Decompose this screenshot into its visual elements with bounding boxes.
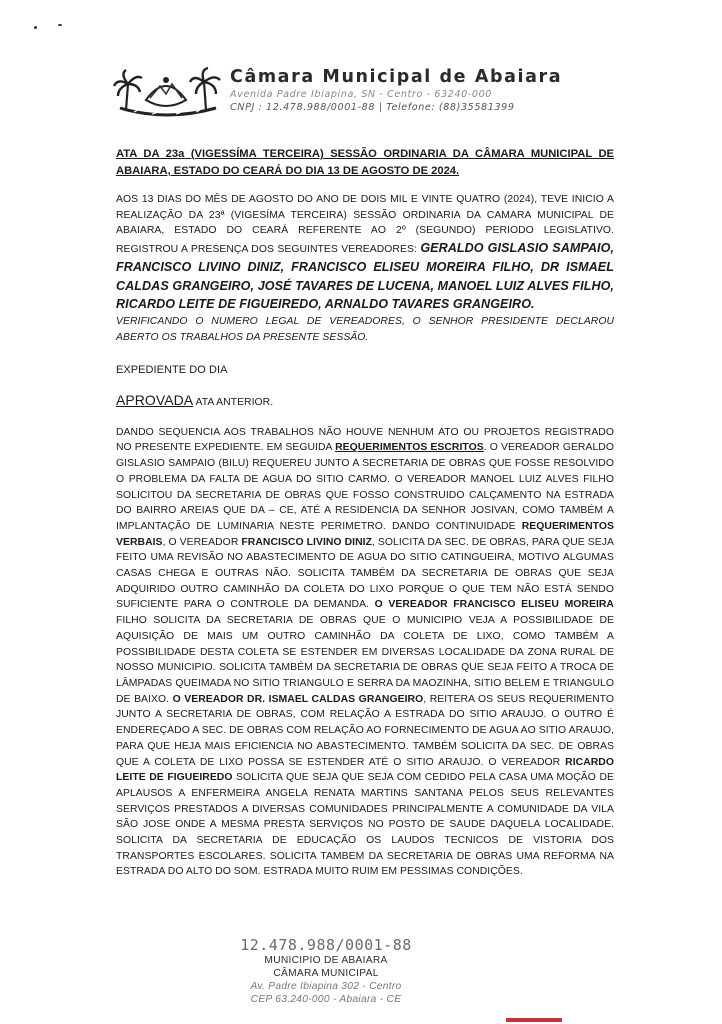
org-name: Câmara Municipal de Abaiara xyxy=(230,67,563,87)
stamp-line: Av. Padre Ibiapina 302 - Centro xyxy=(250,981,402,992)
expediente-heading: EXPEDIENTE DO DIA xyxy=(116,364,228,377)
main-paragraph xyxy=(116,425,614,880)
scan-speck xyxy=(34,26,37,29)
letterhead-text xyxy=(230,66,562,114)
main-text: DANDO SEQUENCIA AOS TRABALHOS NÃO HOUVE NENHUM ATO OU PROJETOS REGISTRADO NO PRESENTE EXPEDIENTE. EM SEGUIDA xyxy=(116,426,614,454)
opening-paragraph xyxy=(116,192,614,314)
scan-speck xyxy=(58,24,62,26)
stamp-cnpj: 12.478.988/0001-88 xyxy=(240,936,412,954)
org-contact: CNPJ : 12.478.988/0001-88 | Telefone: (88)35581399 xyxy=(230,102,515,113)
letterhead xyxy=(112,66,602,118)
requerimentos-verbais-label: REQUERIMENTOS VERBAIS xyxy=(116,520,614,548)
councilor-list: GERALDO GISLASIO SAMPAIO, FRANCISCO LIVINO DINIZ, FRANCISCO ELISEU MOREIRA FILHO, DR ISMAEL CALDAS GRANGEIRO, JOSÉ TAVARES DE LUCENA, MANOEL LUIZ ALVES FILHO, RICARDO LEITE DE FIGUEIREDO, ARNALDO TAVARES GRANGEIRO. xyxy=(116,241,614,312)
main-text: , O VEREADOR xyxy=(162,536,242,548)
opening-text: AOS 13 DIAS DO MÊS DE AGOSTO DO ANO DE DOIS MIL E VINTE QUATRO (2024), TEVE INICIO A REALIZAÇÃO DA 23ª (VIGESÍMA TERCEIRA) SESSÃO ORDINARIA DA CAMARA MUNICIPAL DE ABAIARA, ESTADO DO CEARÁ REFERENTE AO 2º (SEGUNDO) PERIODO LEGISLATIVO. REGISTROU A PRESENÇA DOS SEGUINTES VEREADORES: xyxy=(116,194,614,256)
official-stamp xyxy=(232,936,420,1006)
councilor-name-livino: FRANCISCO LIVINO DINIZ xyxy=(241,536,372,548)
councilor-name-ricardo: RICARDO LEITE DE FIGUEIREDO xyxy=(116,756,614,784)
councilor-name-eliseu: O VEREADOR FRANCISCO ELISEU MOREIRA xyxy=(374,599,614,611)
aprovada-word: APROVADA xyxy=(116,392,194,409)
stamp-line: CÂMARA MUNICIPAL xyxy=(273,968,379,979)
abaiara-coat-of-arms-logo xyxy=(112,66,224,118)
main-text: , REITERA OS SEUS REQUERIMENTO JUNTO A SECRETARIA DE OBRAS, COM RELAÇÃO A ESTRADA DO SITIO ARAUJO. O OUTRO É ENDEREÇADO A SEC. DE OBRAS COM RELAÇÃO AO FORNECIMENTO DE AGUA AO SITIO ARAUJO, PARA QUE HEJA MAIS EFICIENCIA NO ABASTECIMENTO. TAMBÉM SOLICITA DA SEC. DE OBRAS QUE A COLETA DE LIXO POSSA SE ESTENDER ATÉ O SITIO ARAUJO. O VEREADOR xyxy=(116,693,615,768)
red-margin-mark xyxy=(506,1018,562,1022)
requerimentos-escritos-label: REQUERIMENTOS ESCRITOS xyxy=(335,442,484,454)
aprovada-paragraph xyxy=(116,393,614,411)
document-title: ATA DA 23a (VIGESSÍMA TERCEIRA) SESSÃO ORDINARIA DA CÂMARA MUNICIPAL DE ABAIARA, ESTADO DO CEARÁ DO DIA 13 DE AGOSTO DE 2024. xyxy=(116,148,614,177)
main-text: FILHO SOLICITA DA SECRETARIA DE OBRAS QUE O MUNICIPIO VEJA A POSSIBILIDADE DE AQUISIÇÃO DE MAIS UM OUTRO CAMINHÃO DA COLETA DE LIXO, COMO TAMBÉM A POSSIBILIDADE DESTA COLETA SE ESTENDER EM DIVERSAS LOCALIDADE DA ZONA RURAL DE NOSSO MUNICIPIO. SOLICITA TAMBÉM DA SECRETARIA DE OBRAS QUE SEJA FEITO A TROCA DE LÂMPADAS QUEIMADA NO SITIO TRIANGULO E SERRA DA MAOZINHA, SITIO BELEM E TRIANGULO DE BAIXO. xyxy=(116,615,614,705)
quorum-paragraph: VERIFICANDO O NUMERO LEGAL DE VEREADORES, O SENHOR PRESIDENTE DECLAROU ABERTO OS TRABALHOS DA PRESENTE SESSÃO. xyxy=(116,315,614,343)
main-text: SOLICITA QUE SEJA QUE SEJA COM CEDIDO PELA CASA UMA MOÇÃO DE APLAUSOS A ENFERMEIRA ANGELA RENATA MARTINS SANTANA PELOS SEUS RELEVANTES SERVIÇOS PRESTADOS A DIVERSAS COMUNIDADES PRINCIPALMENTE A COMUNIDADE DA VILA SÃO JOSE ONDE A MESMA PRESTA SERVIÇOS NO POSTO DE SAUDE DAQUELA LOCALIDADE. SOLICITA DA SECRETARIA DE EDUCAÇÃO OS LAUDOS TECNICOS DE VISTORIA DOS TRANSPORTES ESCOLARES. SOLICITA TAMBEM DA SECRETARIA DE OBRAS UMA REFORMA NA ESTRADA DO ALTO DO SOM. ESTRADA MUITO RUIM EM PESSIMAS CONDIÇÕES. xyxy=(116,772,615,878)
aprovada-rest: ATA ANTERIOR. xyxy=(193,397,274,409)
document-body xyxy=(116,146,614,880)
councilor-name-ismael: O VEREADOR DR. ISMAEL CALDAS GRANGEIRO xyxy=(172,693,424,705)
main-text: , SOLICITA DA SEC. DE OBRAS, PARA QUE SEJA FEITO UMA REVISÃO NO ABASTECIMENTO DE AGUA DO SITIO CATINGUEIRA, MOTIVO ALGUMAS CASAS CHEGA E OUTRAS NÃO. SOLICITA TAMBÉM DA SECRETARIA DE OBRAS QUE SEJA ADQUIRIDO OUTRO CAMINHÃO DA COLETA DO LIXO PORQUE O QUE TEM NÃO ESTÁ SENDO SUFICIENTE PARA O CONTROLE DA DEMANDA. xyxy=(116,536,614,611)
stamp-line: CEP 63.240-000 - Abaiara - CE xyxy=(250,994,402,1005)
main-text: . O VEREADOR GERALDO GISLASIO SAMPAIO (BILU) REQUEREU JUNTO A SECRETARIA DE OBRAS QUE FOSSE RESOLVIDO O PROBLEMA DA FALTA DE AGUA DO SITIO CARMO. O VEREADOR MANOEL LUIZ ALVES FILHO SOLICITOU DA SECRETARIA DE OBRAS QUE FOSSO CONSTRUIDO CALÇAMENTO NA ESTRADA DO BAIRRO AREIAS QUE DA – CE, ATÉ A RESIDENCIA DA SENHOR JOSIVAN, COMO TAMBÉM A IMPLANTAÇÃO DE LUMINARIA NESTE PERIMETRO. DANDO CONTINUIDADE xyxy=(116,442,614,532)
org-address: Avenida Padre Ibiapina, SN - Centro - 63240-000 xyxy=(230,89,492,100)
stamp-line: MUNICIPIO DE ABAIARA xyxy=(264,955,388,966)
